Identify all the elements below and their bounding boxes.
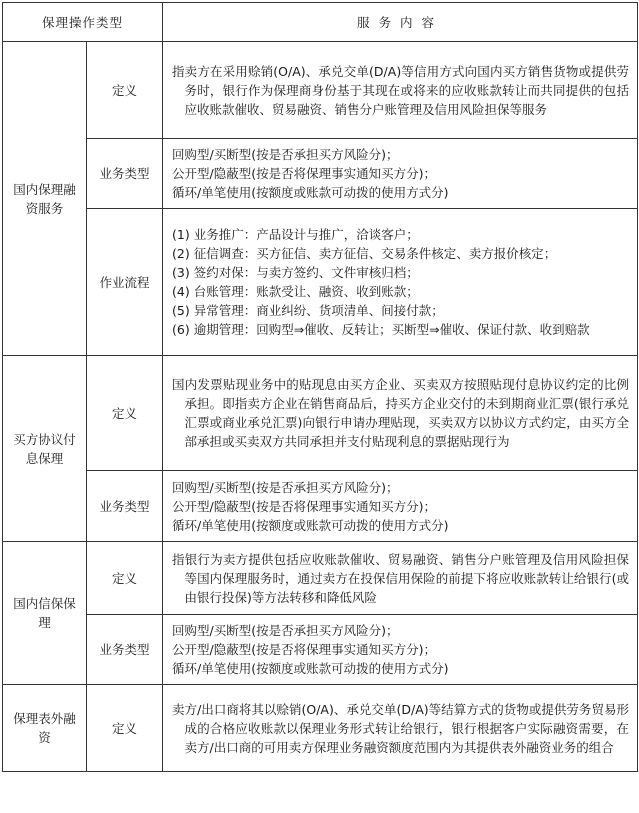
category-cell: 买方协议付息保理	[3, 356, 87, 542]
content-line: (4) 台账管理：账款受让、融资、收到账款；	[172, 284, 419, 299]
content-line: 循环/单笔使用(按额度或账款可动拨的使用方式分)	[172, 185, 449, 200]
content-line: 循环/单笔使用(按额度或账款可动拨的使用方式分)	[172, 517, 449, 533]
content-cell	[163, 42, 638, 139]
content-line: 公开型/隐蔽型(按是否将保理事实通知买方分)；	[172, 498, 436, 514]
content-text: 卖方/出口商将其以赊销(O/A)、承兑交单(D/A)等结算方式的货物或提供劳务贸易形成的合格应收账款以保理业务形式转让给银行，银行根据客户实际融资需要，在卖方/出口商的可用卖方保理业务融资额度范围内为其提供表外融资业务的组合	[172, 701, 630, 755]
category-cell: 保理表外融资	[3, 685, 87, 772]
content-line: 回购型/买断型(按是否承担买方风险分)；	[172, 623, 399, 638]
content-cell	[163, 139, 638, 209]
table-header-row	[3, 3, 638, 42]
header-operation-type: 保理操作类型	[3, 3, 163, 42]
table-row	[3, 542, 638, 615]
content-cell	[163, 356, 638, 471]
content-line: 循环/单笔使用(按额度或账款可动拨的使用方式分)	[172, 661, 449, 676]
category-cell: 国内信保保理	[3, 542, 87, 685]
content-line: 回购型/买断型(按是否承担买方风险分)；	[172, 147, 399, 162]
table-row	[3, 356, 638, 471]
content-line: 回购型/买断型(按是否承担买方风险分)；	[172, 479, 399, 495]
subtype-cell: 业务类型	[87, 615, 163, 685]
content-line: (5) 异常管理：商业纠纷、货项清单、间接付款；	[172, 303, 444, 318]
subtype-cell: 定义	[87, 542, 163, 615]
table-row	[3, 685, 638, 772]
factoring-services-table	[2, 2, 638, 772]
content-line: (1) 业务推广：产品设计与推广，洽谈客户；	[172, 227, 419, 242]
category-cell: 国内保理融资服务	[3, 42, 87, 356]
subtype-cell: 定义	[87, 685, 163, 772]
content-cell	[163, 685, 638, 772]
table-row	[3, 209, 638, 356]
subtype-cell: 业务类型	[87, 471, 163, 542]
content-text: 国内发票贴现业务中的贴现息由买方企业、买卖双方按照贴现付息协议约定的比例承担。即指卖方企业在销售商品后，持买方企业交付的未到期商业汇票(银行承兑汇票或商业承兑汇票)向银行申请办理贴现，买卖双方以协议方式约定，由买方全部承担或买卖双方共同承担并支付贴现利息的票据贴现行为	[172, 377, 630, 449]
table-row	[3, 471, 638, 542]
content-line: (6) 逾期管理：回购型⇒催收、反转让；买断型⇒催收、保证付款、收到赔款	[172, 322, 590, 337]
content-cell	[163, 471, 638, 542]
subtype-cell: 业务类型	[87, 139, 163, 209]
subtype-cell: 定义	[87, 356, 163, 471]
content-cell	[163, 615, 638, 685]
content-cell	[163, 209, 638, 356]
table-row	[3, 42, 638, 139]
content-text: 指卖方在采用赊销(O/A)、承兑交单(D/A)等信用方式向国内买方销售货物或提供劳务时，银行作为保理商身份基于其现在或将来的应收账款转让而共同提供的包括应收账款催收、贸易融资、销售分户账管理及信用风险担保等服务	[172, 63, 630, 117]
content-line: 公开型/隐蔽型(按是否将保理事实通知买方分)；	[172, 166, 436, 181]
header-service-content: 服务内容	[163, 3, 638, 42]
table-row	[3, 615, 638, 685]
content-text: 指银行为卖方提供包括应收账款催收、贸易融资、销售分户账管理及信用风险担保等国内保理服务时，通过卖方在投保信用保险的前提下将应收账款转让给银行(或由银行投保)等方法转移和降低风险	[172, 551, 630, 605]
table-row	[3, 139, 638, 209]
content-line: (2) 征信调查：买方征信、卖方征信、交易条件核定、卖方报价核定；	[172, 246, 557, 261]
content-line: 公开型/隐蔽型(按是否将保理事实通知买方分)；	[172, 642, 436, 657]
content-line: (3) 签约对保：与卖方签约、文件审核归档；	[172, 265, 419, 280]
content-cell	[163, 542, 638, 615]
subtype-cell: 定义	[87, 42, 163, 139]
subtype-cell: 作业流程	[87, 209, 163, 356]
